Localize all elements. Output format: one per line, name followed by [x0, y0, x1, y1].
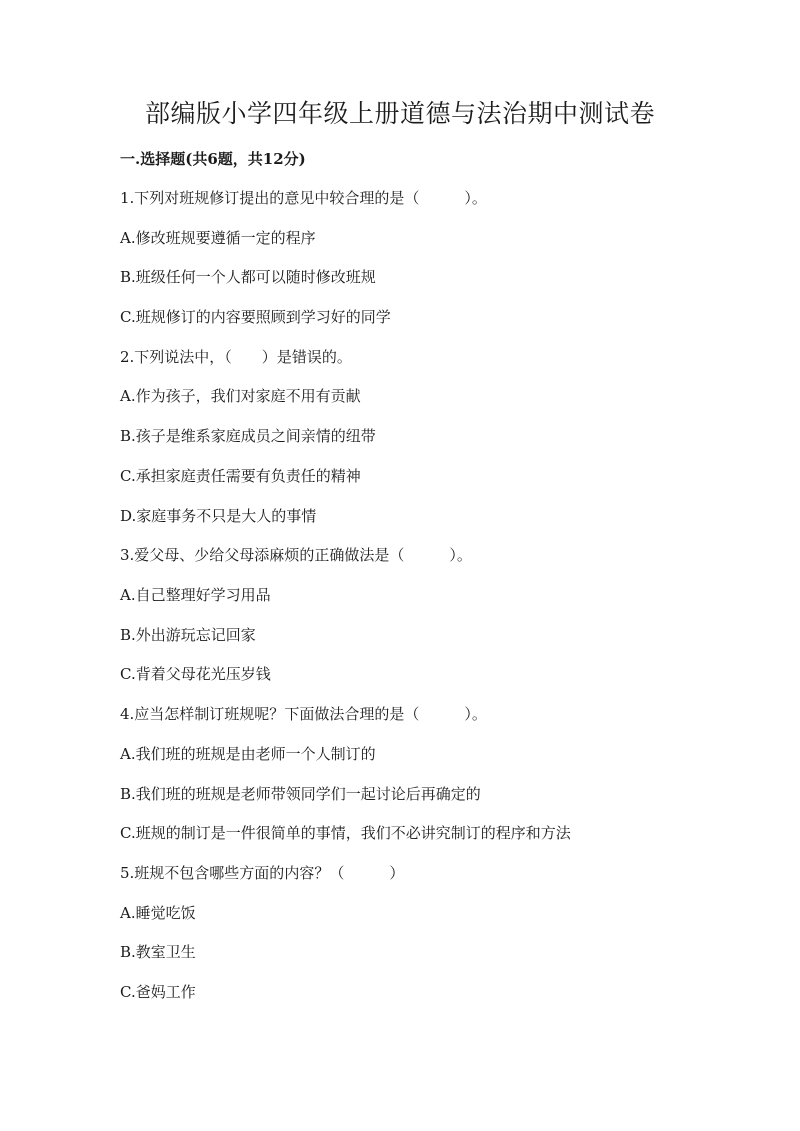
question-1-stem: 1.下列对班规修订提出的意见中较合理的是（ ）。	[120, 189, 487, 207]
question-2-option-b: B.孩子是维系家庭成员之间亲情的纽带	[120, 427, 376, 445]
question-5-option-c: C.爸妈工作	[120, 983, 196, 1001]
section-heading: 一.选择题(共6题，共12分)	[120, 150, 306, 168]
question-2-option-a: A.作为孩子，我们对家庭不用有贡献	[120, 387, 361, 405]
question-4-option-b: B.我们班的班规是老师带领同学们一起讨论后再确定的	[120, 785, 481, 803]
question-2-stem: 2.下列说法中，（ ）是错误的。	[120, 348, 352, 366]
question-4-stem: 4.应当怎样制订班规呢？下面做法合理的是（ ）。	[120, 705, 487, 723]
question-4-option-a: A.我们班的班规是由老师一个人制订的	[120, 745, 376, 763]
question-3-option-c: C.背着父母花光压岁钱	[120, 665, 271, 683]
question-2-option-c: C.承担家庭责任需要有负责任的精神	[120, 467, 361, 485]
question-5-stem: 5.班规不包含哪些方面的内容？（ ）	[120, 864, 405, 882]
question-2-option-d: D.家庭事务不只是大人的事情	[120, 507, 317, 525]
question-1-option-c: C.班规修订的内容要照顾到学习好的同学	[120, 308, 391, 326]
question-3-stem: 3.爱父母、少给父母添麻烦的正确做法是（ ）。	[120, 546, 472, 564]
question-5-option-b: B.教室卫生	[120, 943, 196, 961]
question-4-option-c: C.班规的制订是一件很简单的事情，我们不必讲究制订的程序和方法	[120, 824, 571, 842]
question-5-option-a: A.睡觉吃饭	[120, 904, 196, 922]
question-3-option-a: A.自己整理好学习用品	[120, 586, 271, 604]
question-1-option-a: A.修改班规要遵循一定的程序	[120, 229, 316, 247]
question-3-option-b: B.外出游玩忘记回家	[120, 626, 256, 644]
page-title: 部编版小学四年级上册道德与法治期中测试卷	[144, 99, 655, 128]
question-1-option-b: B.班级任何一个人都可以随时修改班规	[120, 268, 376, 286]
